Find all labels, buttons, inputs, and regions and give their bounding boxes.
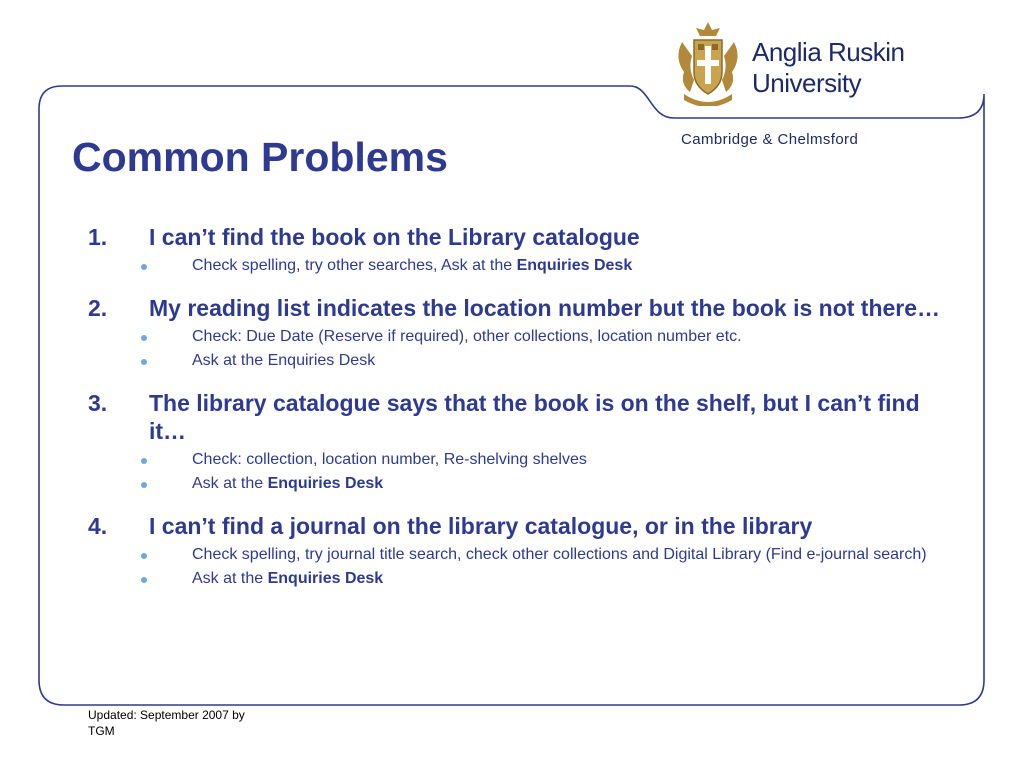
problem-heading xyxy=(88,389,958,445)
bullet-dot-icon xyxy=(88,474,192,493)
bullet-plain-text: Check spelling, try other searches, Ask at the xyxy=(192,257,517,274)
university-campus: Cambridge & Chelmsford xyxy=(681,131,859,148)
problem-item xyxy=(88,389,958,493)
bullet-text xyxy=(192,351,958,370)
enquiries-desk-emphasis: Enquiries Desk xyxy=(267,475,384,492)
problem-list xyxy=(88,223,958,593)
bullet-text xyxy=(192,569,958,588)
university-name-line2: University xyxy=(752,68,862,98)
bullet-text xyxy=(192,327,958,346)
problem-bullets xyxy=(88,256,958,275)
problem-heading-text: My reading list indicates the location number but the book is not there… xyxy=(149,295,941,321)
enquiries-desk-emphasis: Enquiries Desk xyxy=(516,257,633,274)
problem-heading-text: I can’t find a journal on the library catalogue, or in the library xyxy=(149,513,813,539)
bullet-dot-icon xyxy=(88,351,192,370)
bullet-plain-text: Ask at the xyxy=(192,475,268,492)
bullet-plain-text: Check spelling, try journal title search, check other collections and Digital Library (Find e-journal search) xyxy=(192,546,927,563)
problem-item xyxy=(88,223,958,275)
bullet-plain-text: Check: Due Date (Reserve if required), other collections, location number etc. xyxy=(192,328,742,345)
bullet-item xyxy=(88,327,958,346)
slide-title: Common Problems xyxy=(72,134,448,180)
bullet-dot-icon xyxy=(88,569,192,588)
problem-number: 4. xyxy=(88,513,108,539)
problem-heading xyxy=(88,512,958,540)
problem-heading xyxy=(88,294,958,322)
footer-line2: TGM xyxy=(88,724,115,738)
bullet-text xyxy=(192,545,958,564)
bullet-item xyxy=(88,256,958,275)
bullet-item xyxy=(88,569,958,588)
problem-number: 2. xyxy=(88,295,108,321)
problem-heading-text: I can’t find the book on the Library catalogue xyxy=(149,224,640,250)
bullet-item xyxy=(88,450,958,469)
university-name-line1: Anglia Ruskin xyxy=(752,37,905,67)
problem-bullets xyxy=(88,327,958,370)
bullet-dot-icon xyxy=(88,450,192,469)
bullet-text xyxy=(192,450,958,469)
problem-bullets xyxy=(88,450,958,493)
footer-line1: Updated: September 2007 by xyxy=(88,708,245,722)
university-crest-icon xyxy=(670,20,746,106)
bullet-plain-text: Ask at the Enquiries Desk xyxy=(192,352,376,369)
problem-item xyxy=(88,512,958,588)
bullet-item xyxy=(88,545,958,564)
enquiries-desk-emphasis: Enquiries Desk xyxy=(267,570,384,587)
bullet-plain-text: Check: collection, location number, Re-shelving shelves xyxy=(192,451,587,468)
problem-number: 1. xyxy=(88,224,108,250)
problem-number: 3. xyxy=(88,390,108,416)
bullet-dot-icon xyxy=(88,327,192,346)
bullet-item xyxy=(88,351,958,370)
university-name xyxy=(752,37,904,99)
university-logo xyxy=(666,18,926,158)
problem-item xyxy=(88,294,958,370)
problem-bullets xyxy=(88,545,958,588)
bullet-plain-text: Ask at the xyxy=(192,570,268,587)
problem-heading xyxy=(88,223,958,251)
problem-heading-text: The library catalogue says that the book is on the shelf, but I can’t find it… xyxy=(149,390,920,444)
bullet-text xyxy=(192,474,958,493)
footer-note xyxy=(88,707,288,739)
bullet-text xyxy=(192,256,958,275)
bullet-dot-icon xyxy=(88,256,192,275)
bullet-dot-icon xyxy=(88,545,192,564)
bullet-item xyxy=(88,474,958,493)
